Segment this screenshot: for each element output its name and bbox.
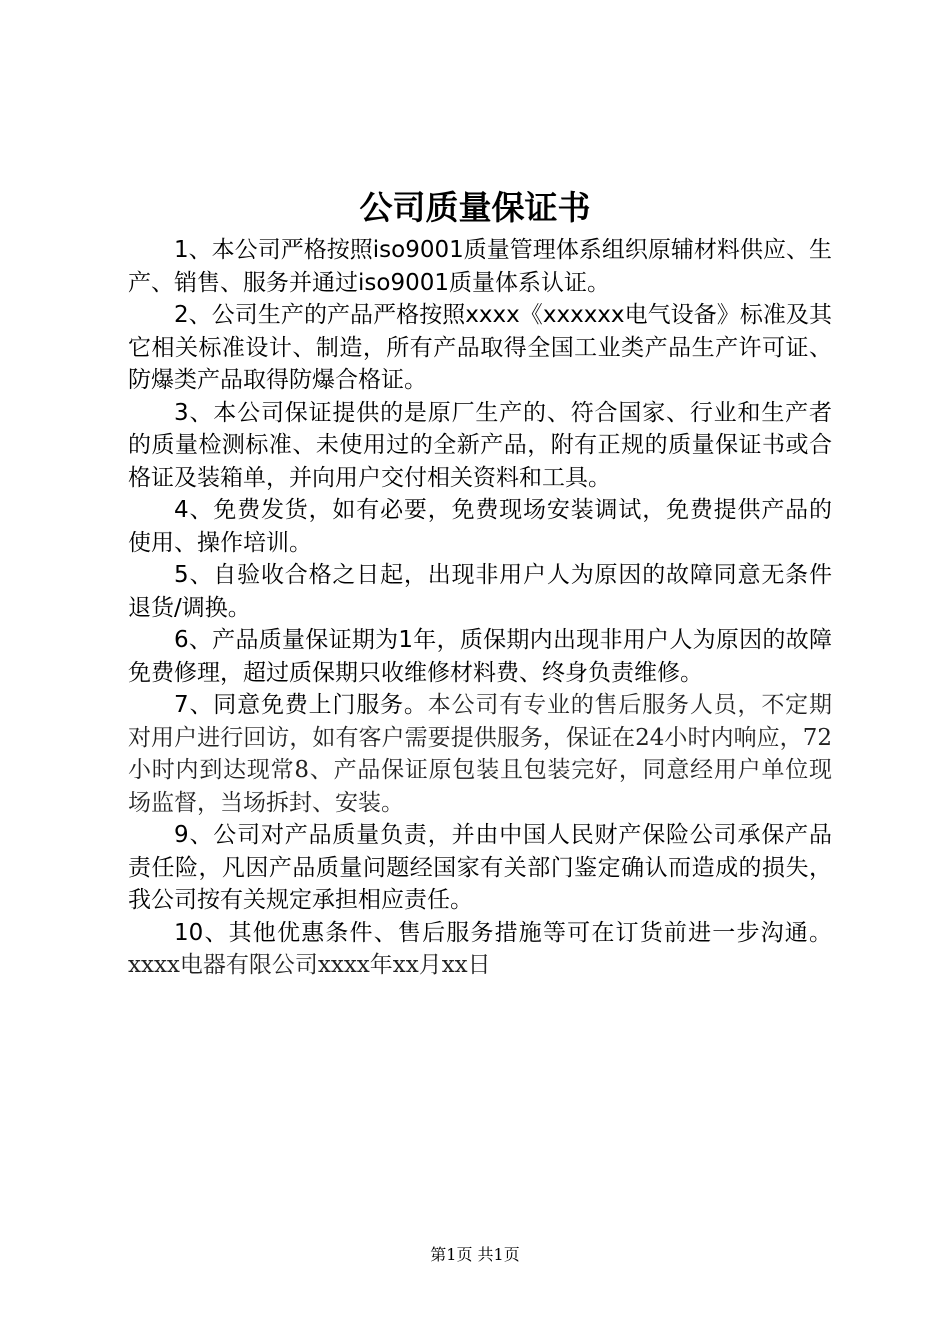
signature: xxxx电器有限公司xxxx年xx月xx日 — [128, 952, 491, 978]
paragraph-4: 4、免费发货，如有必要，免费现场安装调试，免费提供产品的使用、操作培训。 — [128, 497, 832, 556]
paragraph-7-rest: 本公司有专业的售后服务人员，不定期对用户进行回访，如有客户需要提供服务，保证在24小时内响应，72小时内到达现常8、产品保证原包装且包装完好，同意经用户单位现场监督，当场拆封、安装。 — [128, 692, 832, 816]
paragraph-6: 6、产品质量保证期为1年，质保期内出现非用户人为原因的故障免费修理，超过质保期只收维修材料费、终身负责维修。 — [128, 627, 832, 686]
paragraph-3: 3、本公司保证提供的是原厂生产的、符合国家、行业和生产者的质量检测标准、未使用过的全新产品，附有正规的质量保证书或合格证及装箱单，并向用户交付相关资料和工具。 — [128, 399, 832, 491]
paragraph-7-lead: 7、同意免费上门服务。 — [174, 692, 428, 718]
paragraph-5: 5、自验收合格之日起，出现非用户人为原因的故障同意无条件退货/调换。 — [128, 562, 832, 621]
document-body — [128, 234, 832, 982]
paragraph-9: 9、公司对产品质量负责，并由中国人民财产保险公司承保产品责任险，凡因产品质量问题经国家有关部门鉴定确认而造成的损失，我公司按有关规定承担相应责任。 — [128, 822, 832, 913]
paragraph-10 — [128, 917, 832, 982]
page-footer: 第1页 共1页 — [430, 1245, 520, 1264]
paragraph-7 — [128, 689, 832, 819]
paragraph-1: 1、本公司严格按照iso9001质量管理体系组织原辅材料供应、生产、销售、服务并通过iso9001质量体系认证。 — [128, 237, 832, 296]
paragraph-2: 2、公司生产的产品严格按照xxxx《xxxxxx电气设备》标准及其它相关标准设计、制造，所有产品取得全国工业类产品生产许可证、防爆类产品取得防爆合格证。 — [128, 302, 832, 393]
document-title: 公司质量保证书 — [359, 188, 591, 227]
paragraph-10-lead: 10、其他优惠条件、售后服务措施等可在订货前进一步沟通。 — [174, 919, 832, 946]
